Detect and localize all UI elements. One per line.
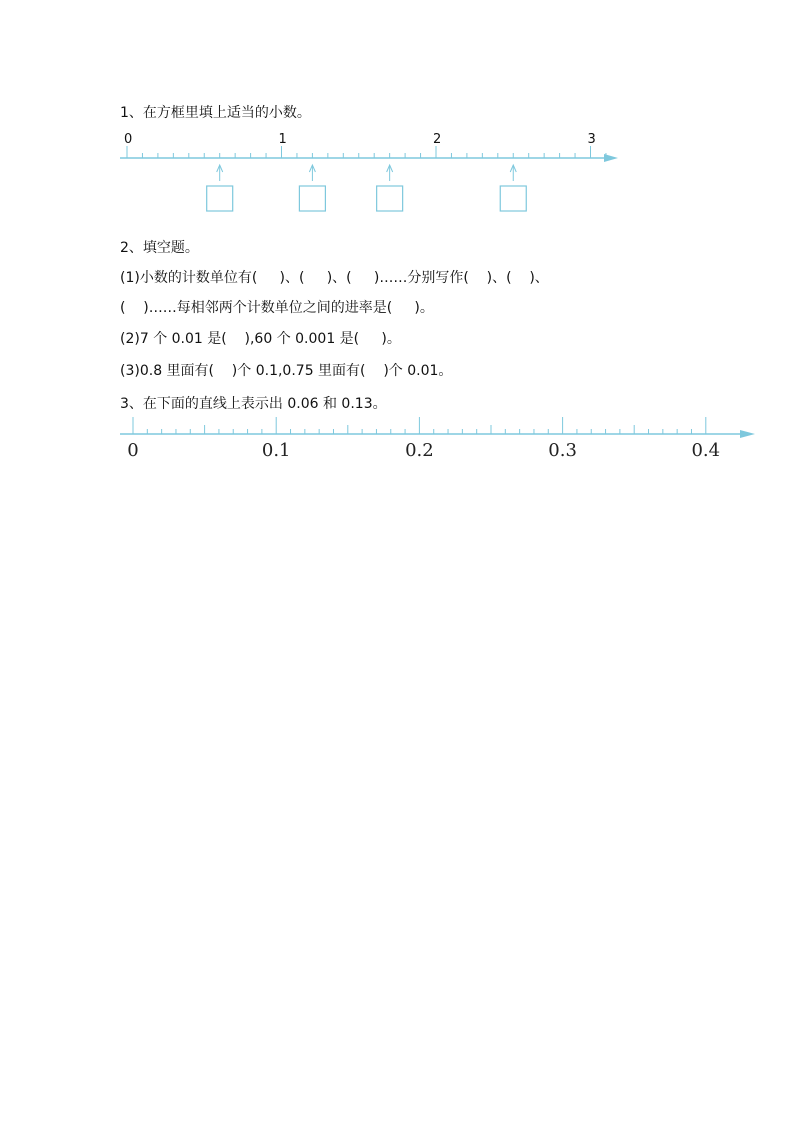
question-2-3: (3)0.8 里面有( )个 0.1,0.75 里面有( )个 0.01。 xyxy=(120,363,453,379)
number-line-2-label: 0 xyxy=(127,440,139,461)
number-line-2-arrowhead xyxy=(740,430,755,438)
question-2-2: (2)7 个 0.01 是( ),60 个 0.001 是( )。 xyxy=(120,331,401,347)
number-line-1-label: 1 xyxy=(278,132,287,147)
question-1-title: 1、在方框里填上适当的小数。 xyxy=(120,105,311,121)
question-2-1-line-b: ( )……每相邻两个计数单位之间的进率是( )。 xyxy=(120,300,434,316)
question-2-1-line-a: (1)小数的计数单位有( )、( )、( )……分别写作( )、( )、 xyxy=(120,270,549,286)
number-line-2-label: 0.4 xyxy=(691,440,721,461)
number-line-2-label: 0.2 xyxy=(405,440,434,461)
number-line-1-label: 3 xyxy=(587,132,596,147)
number-line-2-label: 0.3 xyxy=(548,440,577,461)
question-2-title: 2、填空题。 xyxy=(120,240,199,256)
question-3-title: 3、在下面的直线上表示出 0.06 和 0.13。 xyxy=(120,396,387,412)
number-line-2 xyxy=(0,0,794,470)
number-line-1-label: 0 xyxy=(124,132,133,147)
number-line-1-label: 2 xyxy=(433,132,442,147)
number-line-2-label: 0.1 xyxy=(261,440,291,461)
